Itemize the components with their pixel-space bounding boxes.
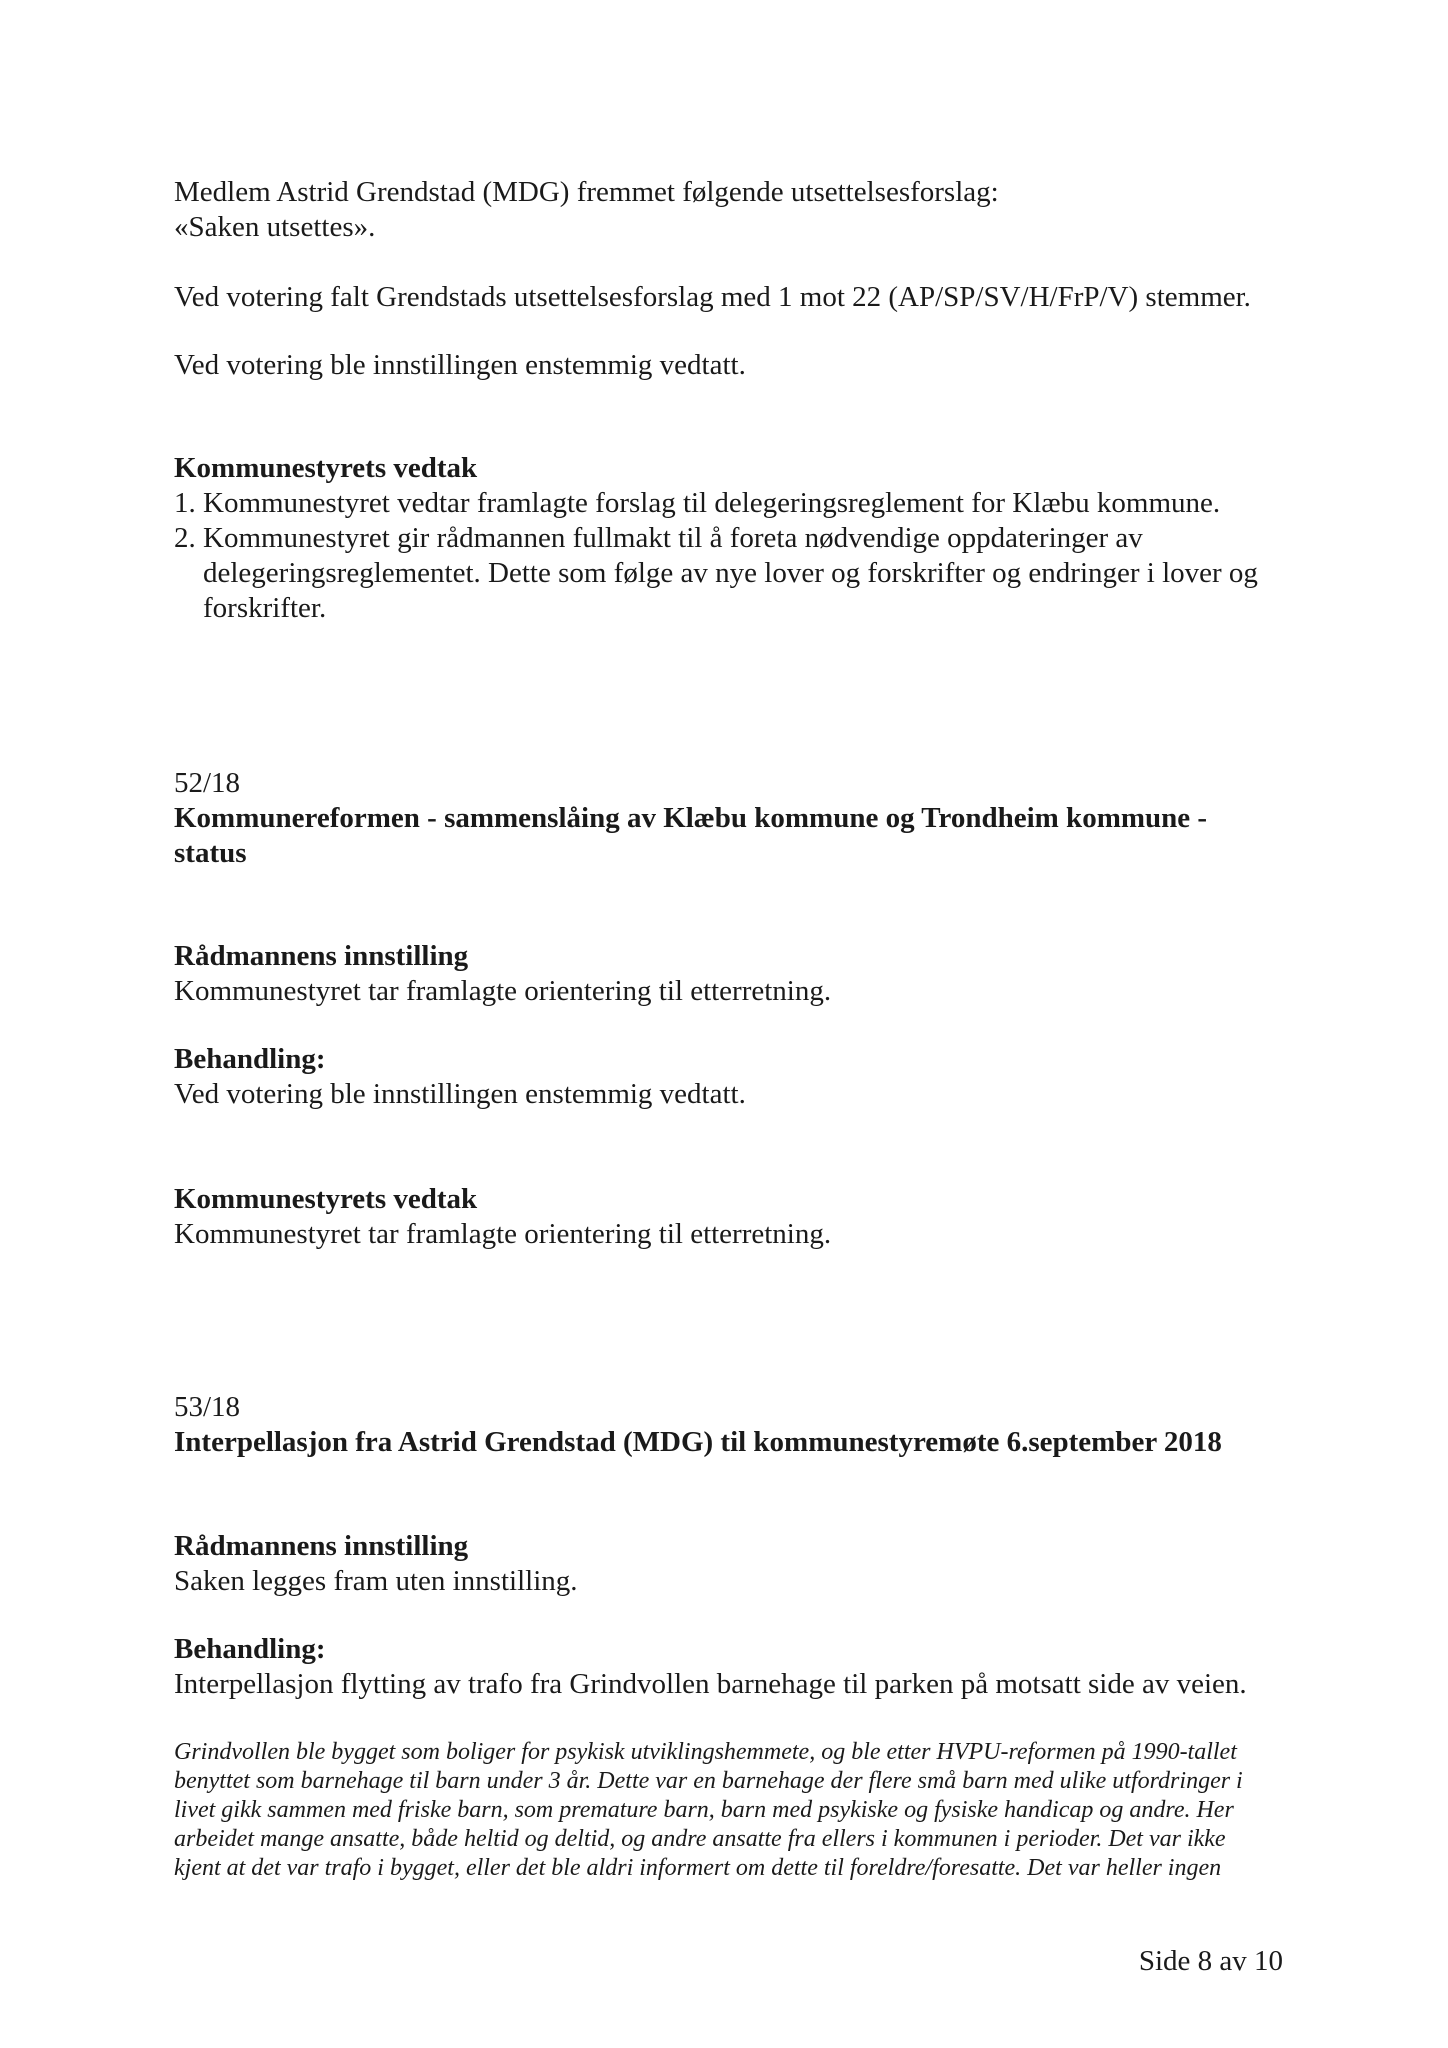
decision-text: Kommunestyret tar framlagte orientering til etterretning. (174, 1218, 832, 1250)
vote-result-recommendation: Ved votering ble innstillingen enstemmig vedtatt. (174, 349, 746, 381)
decision-item-text: forskrifter. (203, 592, 327, 624)
interpellation-quote (174, 1738, 1243, 1883)
vote-result-block (174, 348, 746, 383)
decision-item-text: Kommunestyret gir rådmannen fullmakt til å foreta nødvendige oppdateringer av (203, 522, 1143, 554)
treatment-text: Ved votering ble innstillingen enstemmig vedtatt. (174, 1078, 746, 1110)
quote-line: arbeidet mange ansatte, både heltid og deltid, og andre ansatte fra ellers i kommunen i perioder. Det var ikke (174, 1826, 1226, 1852)
quote-line: benyttet som barnehage til barn under 3 år. Dette var en barnehage der flere små barn med ulike utfordringer i (174, 1768, 1243, 1794)
decision-item-number: 2. (174, 522, 196, 554)
decision-item (174, 486, 1258, 521)
treatment-section (174, 1632, 1247, 1702)
case-number: 53/18 (174, 1391, 241, 1423)
case-header (174, 1390, 1222, 1460)
recommendation-section (174, 939, 831, 1009)
recommendation-text: Saken legges fram uten innstilling. (174, 1565, 578, 1597)
proposal-intro: Medlem Astrid Grendstad (MDG) fremmet følgende utsettelsesforslag: (174, 176, 999, 208)
treatment-section (174, 1042, 746, 1112)
vote-result-postponement: Ved votering falt Grendstads utsettelsesforslag med 1 mot 22 (AP/SP/SV/H/FrP/V) stemmer. (174, 281, 1251, 313)
council-decision (174, 1182, 831, 1252)
case-number: 52/18 (174, 767, 241, 799)
quote-line: kjent at det var trafo i bygget, eller det ble aldri informert om dette til foreldre/foresatte. Det var heller ingen (174, 1855, 1222, 1881)
postponement-proposal (174, 175, 999, 245)
quote-line: Grindvollen ble bygget som boliger for psykisk utviklingshemmete, og ble etter HVPU-reformen på 1990-tallet (174, 1739, 1237, 1765)
decision-heading: Kommunestyrets vedtak (174, 452, 478, 484)
case-title: Interpellasjon fra Astrid Grendstad (MDG) til kommunestyremøte 6.september 2018 (174, 1426, 1222, 1458)
decision-item (174, 521, 1258, 626)
page-number: Side 8 av 10 (1138, 1945, 1283, 1977)
decision-item-number: 1. (174, 487, 196, 519)
proposal-text: «Saken utsettes». (174, 211, 376, 243)
treatment-heading: Behandling: (174, 1633, 326, 1665)
quote-line: livet gikk sammen med friske barn, som premature barn, barn med psykiske og fysiske handicap og andre. Her (174, 1797, 1234, 1823)
recommendation-heading: Rådmannens innstilling (174, 1530, 469, 1562)
recommendation-section (174, 1529, 578, 1599)
case-title: Kommunereformen - sammenslåing av Klæbu kommune og Trondheim kommune - (174, 802, 1208, 834)
case-title: status (174, 837, 247, 869)
decision-heading: Kommunestyrets vedtak (174, 1183, 478, 1215)
recommendation-heading: Rådmannens innstilling (174, 940, 469, 972)
treatment-heading: Behandling: (174, 1043, 326, 1075)
case-header (174, 766, 1207, 871)
treatment-text: Interpellasjon flytting av trafo fra Grindvollen barnehage til parken på motsatt side av veien. (174, 1668, 1247, 1700)
decision-item-text: Kommunestyret vedtar framlagte forslag til delegeringsreglement for Klæbu kommune. (203, 487, 1221, 519)
decision-item-text: delegeringsreglementet. Dette som følge av nye lover og forskrifter og endringer i lover og (203, 557, 1258, 589)
council-decision (174, 451, 1258, 626)
vote-result-block (174, 280, 1251, 315)
recommendation-text: Kommunestyret tar framlagte orientering til etterretning. (174, 975, 832, 1007)
